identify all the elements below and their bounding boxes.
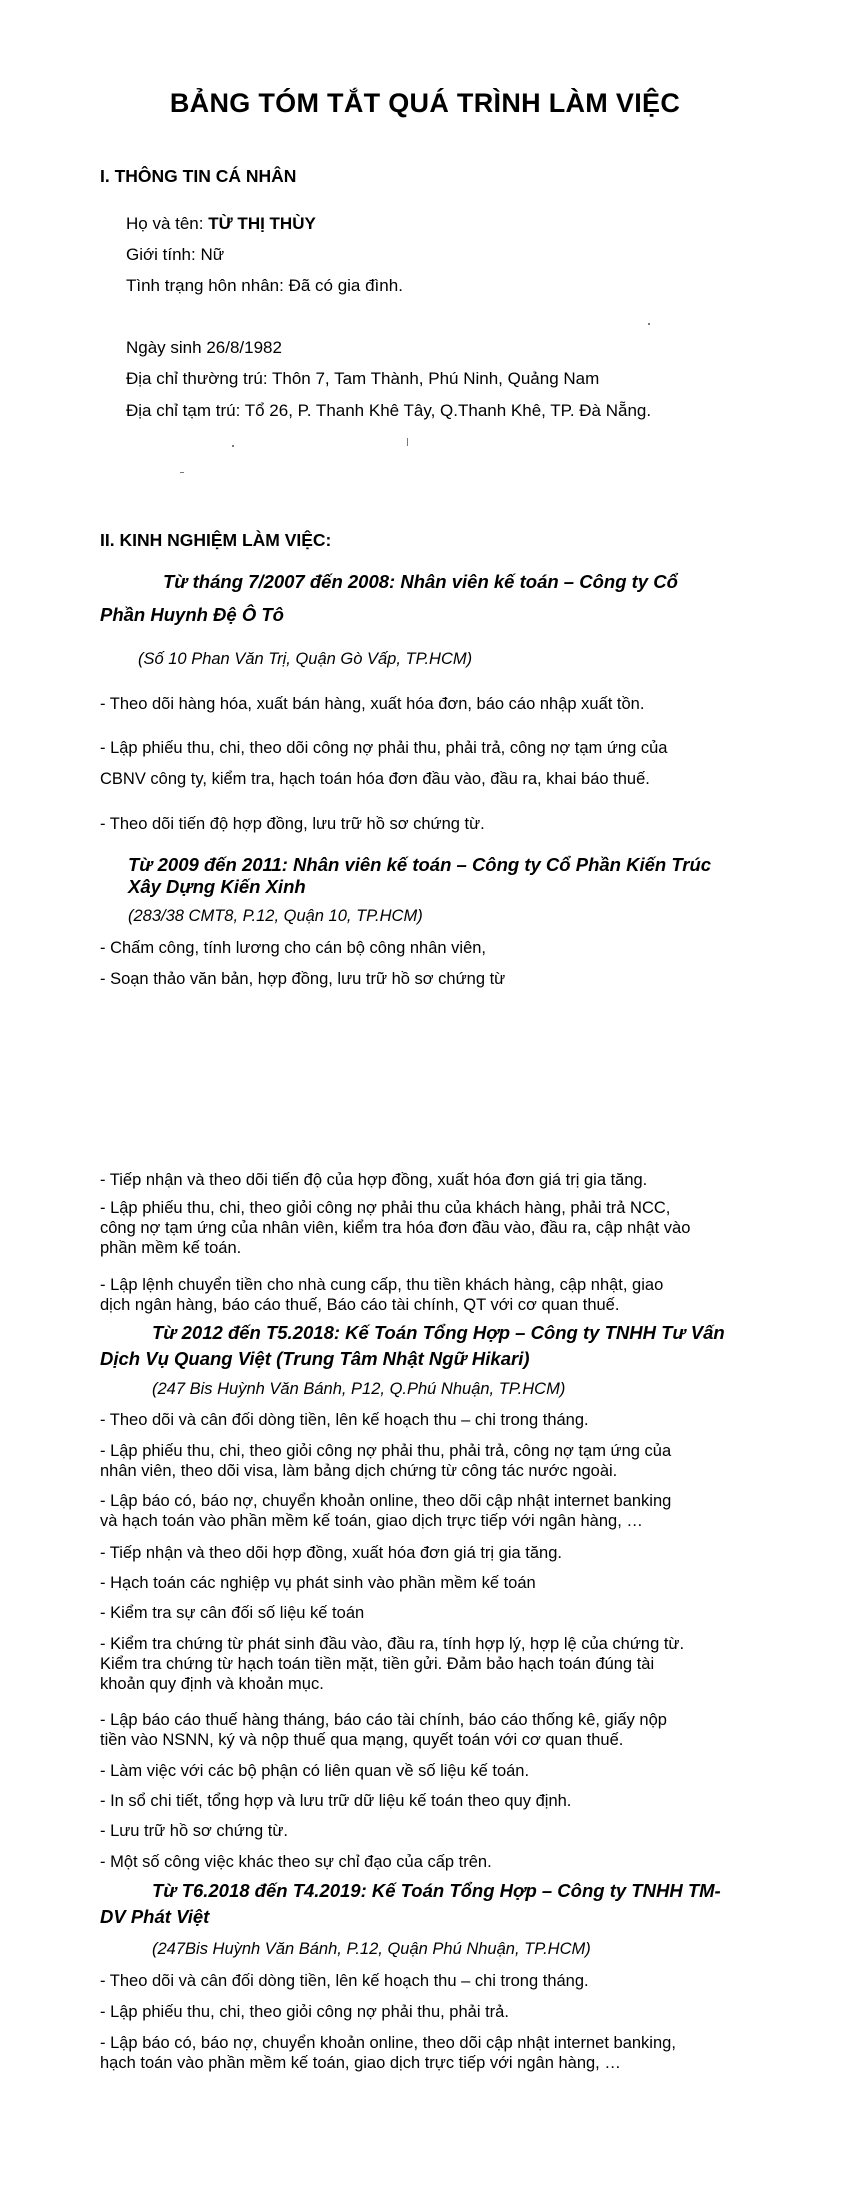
document-title: BẢNG TÓM TẮT QUÁ TRÌNH LÀM VIỆC bbox=[169, 88, 681, 118]
job2-task-4-line: phần mềm kế toán. bbox=[100, 1239, 242, 1257]
job2-task-4 bbox=[100, 1198, 758, 1258]
name-label: Họ và tên: bbox=[126, 214, 209, 233]
marital-status-line: Tình trạng hôn nhân: Đã có gia đình. bbox=[126, 276, 403, 295]
job1-task-1: - Theo dõi hàng hóa, xuất bán hàng, xuất hóa đơn, báo cáo nhập xuất tồn. bbox=[100, 695, 645, 713]
job2-address: (283/38 CMT8, P.12, Quận 10, TP.HCM) bbox=[128, 907, 423, 925]
job3-address: (247 Bis Huỳnh Văn Bánh, P12, Q.Phú Nhuận, TP.HCM) bbox=[152, 1380, 566, 1398]
date-of-birth-line: Ngày sinh 26/8/1982 bbox=[126, 338, 282, 357]
job3-task bbox=[100, 1710, 758, 1750]
job3-task-line: - Lập phiếu thu, chi, theo giỏi công nợ phải thu, phải trả, công nợ tạm ứng của bbox=[100, 1442, 672, 1460]
job3-task-line: - Lập báo cáo thuế hàng tháng, báo cáo tài chính, báo cáo thống kê, giấy nộp bbox=[100, 1711, 667, 1729]
job3-task-line: - Lập báo có, báo nợ, chuyển khoản online, theo dõi cập nhật internet banking bbox=[100, 1492, 672, 1510]
name-line bbox=[126, 213, 316, 235]
job3-task-line: - Kiểm tra chứng từ phát sinh đầu vào, đầu ra, tính hợp lý, hợp lệ của chứng từ. bbox=[100, 1635, 685, 1653]
job2-title-line2: Xây Dựng Kiến Xinh bbox=[128, 876, 306, 897]
job2-task-3-line: - Tiếp nhận và theo dõi tiến độ của hợp đồng, xuất hóa đơn giá trị gia tăng. bbox=[100, 1171, 648, 1189]
job3-task bbox=[100, 1410, 758, 1430]
job3-task-line: khoản quy định và khoản mục. bbox=[100, 1675, 324, 1693]
job3-task bbox=[100, 1821, 758, 1841]
job4-task-line: - Theo dõi và cân đối dòng tiền, lên kế hoạch thu – chi trong tháng. bbox=[100, 1972, 589, 1990]
job4-task-line: - Lập phiếu thu, chi, theo giỏi công nợ phải thu, phải trả. bbox=[100, 2003, 509, 2021]
job3-task-line: - Theo dõi và cân đối dòng tiền, lên kế hoạch thu – chi trong tháng. bbox=[100, 1411, 589, 1429]
job3-task-line: tiền vào NSNN, ký và nộp thuế qua mạng, quyết toán với cơ quan thuế. bbox=[100, 1731, 624, 1749]
name-value: TỪ THỊ THÙY bbox=[208, 214, 316, 233]
job4-address: (247Bis Huỳnh Văn Bánh, P.12, Quận Phú Nhuận, TP.HCM) bbox=[152, 1940, 591, 1958]
job4-task bbox=[100, 2002, 758, 2022]
job1-address: (Số 10 Phan Văn Trị, Quận Gò Vấp, TP.HCM) bbox=[138, 650, 473, 668]
job3-task-line: nhân viên, theo dõi visa, làm bảng dịch chứng từ công tác nước ngoài. bbox=[100, 1462, 618, 1480]
job3-task bbox=[100, 1441, 758, 1481]
job1-task-3: - Theo dõi tiến độ hợp đồng, lưu trữ hồ sơ chứng từ. bbox=[100, 815, 485, 833]
job4-title-line1: Từ T6.2018 đến T4.2019: Kế Toán Tổng Hợp – Công ty TNHH TM- bbox=[152, 1880, 721, 1901]
section-experience-heading: II. KINH NGHIỆM LÀM VIỆC: bbox=[100, 530, 332, 550]
job4-task bbox=[100, 1971, 758, 1991]
job3-task bbox=[100, 1791, 758, 1811]
job2-title-line1: Từ 2009 đến 2011: Nhân viên kế toán – Công ty Cổ Phần Kiến Trúc bbox=[128, 854, 712, 875]
job2-task-4-line: - Lập phiếu thu, chi, theo giỏi công nợ phải thu của khách hàng, phải trả NCC, bbox=[100, 1199, 671, 1217]
job3-task-line: - Lưu trữ hồ sơ chứng từ. bbox=[100, 1822, 288, 1840]
job4-task bbox=[100, 2033, 758, 2073]
job1-title-line1: Từ tháng 7/2007 đến 2008: Nhân viên kế toán – Công ty Cổ bbox=[163, 571, 678, 592]
job3-task bbox=[100, 1634, 758, 1694]
job2-task-2: - Soạn thảo văn bản, hợp đồng, lưu trữ hồ sơ chứng từ bbox=[100, 970, 506, 988]
scan-speck bbox=[232, 445, 234, 447]
job3-task-line: - Tiếp nhận và theo dõi hợp đồng, xuất hóa đơn giá trị gia tăng. bbox=[100, 1544, 562, 1562]
job3-task bbox=[100, 1491, 758, 1531]
job3-task-line: - Kiểm tra sự cân đối số liệu kế toán bbox=[100, 1604, 365, 1622]
job3-task-line: Kiểm tra chứng từ hạch toán tiền mặt, tiền gửi. Đảm bảo hạch toán đúng tài bbox=[100, 1655, 655, 1673]
job4-task-line: - Lập báo có, báo nợ, chuyển khoản online, theo dõi cập nhật internet banking, bbox=[100, 2034, 676, 2052]
job3-task-line: và hạch toán vào phần mềm kế toán, giao dịch trực tiếp với ngân hàng, … bbox=[100, 1512, 643, 1530]
job3-task bbox=[100, 1761, 758, 1781]
job2-task-3 bbox=[100, 1169, 758, 1191]
job4-task-line: hạch toán vào phần mềm kế toán, giao dịch trực tiếp với ngân hàng, … bbox=[100, 2054, 621, 2072]
job3-task bbox=[100, 1603, 758, 1623]
job3-title-line1: Từ 2012 đến T5.2018: Kế Toán Tổng Hợp – Công ty TNHH Tư Vấn bbox=[152, 1322, 725, 1343]
job2-task-5-line: dịch ngân hàng, báo cáo thuế, Báo cáo tài chính, QT với cơ quan thuế. bbox=[100, 1296, 620, 1314]
job3-task bbox=[100, 1852, 758, 1872]
job1-task-2: - Lập phiếu thu, chi, theo dõi công nợ phải thu, phải trả, công nợ tạm ứng của bbox=[100, 739, 668, 757]
temporary-address-line: Địa chỉ tạm trú: Tổ 26, P. Thanh Khê Tây, Q.Thanh Khê, TP. Đà Nẵng. bbox=[126, 401, 652, 420]
scan-speck bbox=[407, 438, 408, 446]
gender-line: Giới tính: Nữ bbox=[126, 245, 225, 264]
job2-task-4-line: công nợ tạm ứng của nhân viên, kiểm tra hóa đơn đầu vào, đầu ra, cập nhật vào bbox=[100, 1219, 691, 1237]
job2-task-5 bbox=[100, 1275, 758, 1315]
job3-task-line: - Hạch toán các nghiệp vụ phát sinh vào phần mềm kế toán bbox=[100, 1574, 536, 1592]
job4-title-line2: DV Phát Việt bbox=[100, 1906, 210, 1927]
job1-title-line2: Phần Huynh Đệ Ô Tô bbox=[100, 604, 284, 625]
job3-task-line: - Làm việc với các bộ phận có liên quan về số liệu kế toán. bbox=[100, 1762, 530, 1780]
job2-task-5-line: - Lập lệnh chuyển tiền cho nhà cung cấp, thu tiền khách hàng, cập nhật, giao bbox=[100, 1276, 664, 1294]
permanent-address-line: Địa chỉ thường trú: Thôn 7, Tam Thành, Phú Ninh, Quảng Nam bbox=[126, 369, 600, 388]
job2-task-1: - Chấm công, tính lương cho cán bộ công nhân viên, bbox=[100, 939, 487, 957]
job1-task-2-cont: CBNV công ty, kiểm tra, hạch toán hóa đơn đầu vào, đầu ra, khai báo thuế. bbox=[100, 770, 650, 788]
job3-title-line2: Dịch Vụ Quang Việt (Trung Tâm Nhật Ngữ Hikari) bbox=[100, 1348, 530, 1369]
scan-speck bbox=[180, 472, 184, 473]
job3-task-line: - Một số công việc khác theo sự chỉ đạo của cấp trên. bbox=[100, 1853, 492, 1871]
scan-speck bbox=[648, 323, 650, 325]
job3-task bbox=[100, 1543, 758, 1563]
job3-task bbox=[100, 1573, 758, 1593]
section-personal-heading: I. THÔNG TIN CÁ NHÂN bbox=[100, 166, 297, 186]
job3-task-line: - In sổ chi tiết, tổng hợp và lưu trữ dữ liệu kế toán theo quy định. bbox=[100, 1792, 572, 1810]
